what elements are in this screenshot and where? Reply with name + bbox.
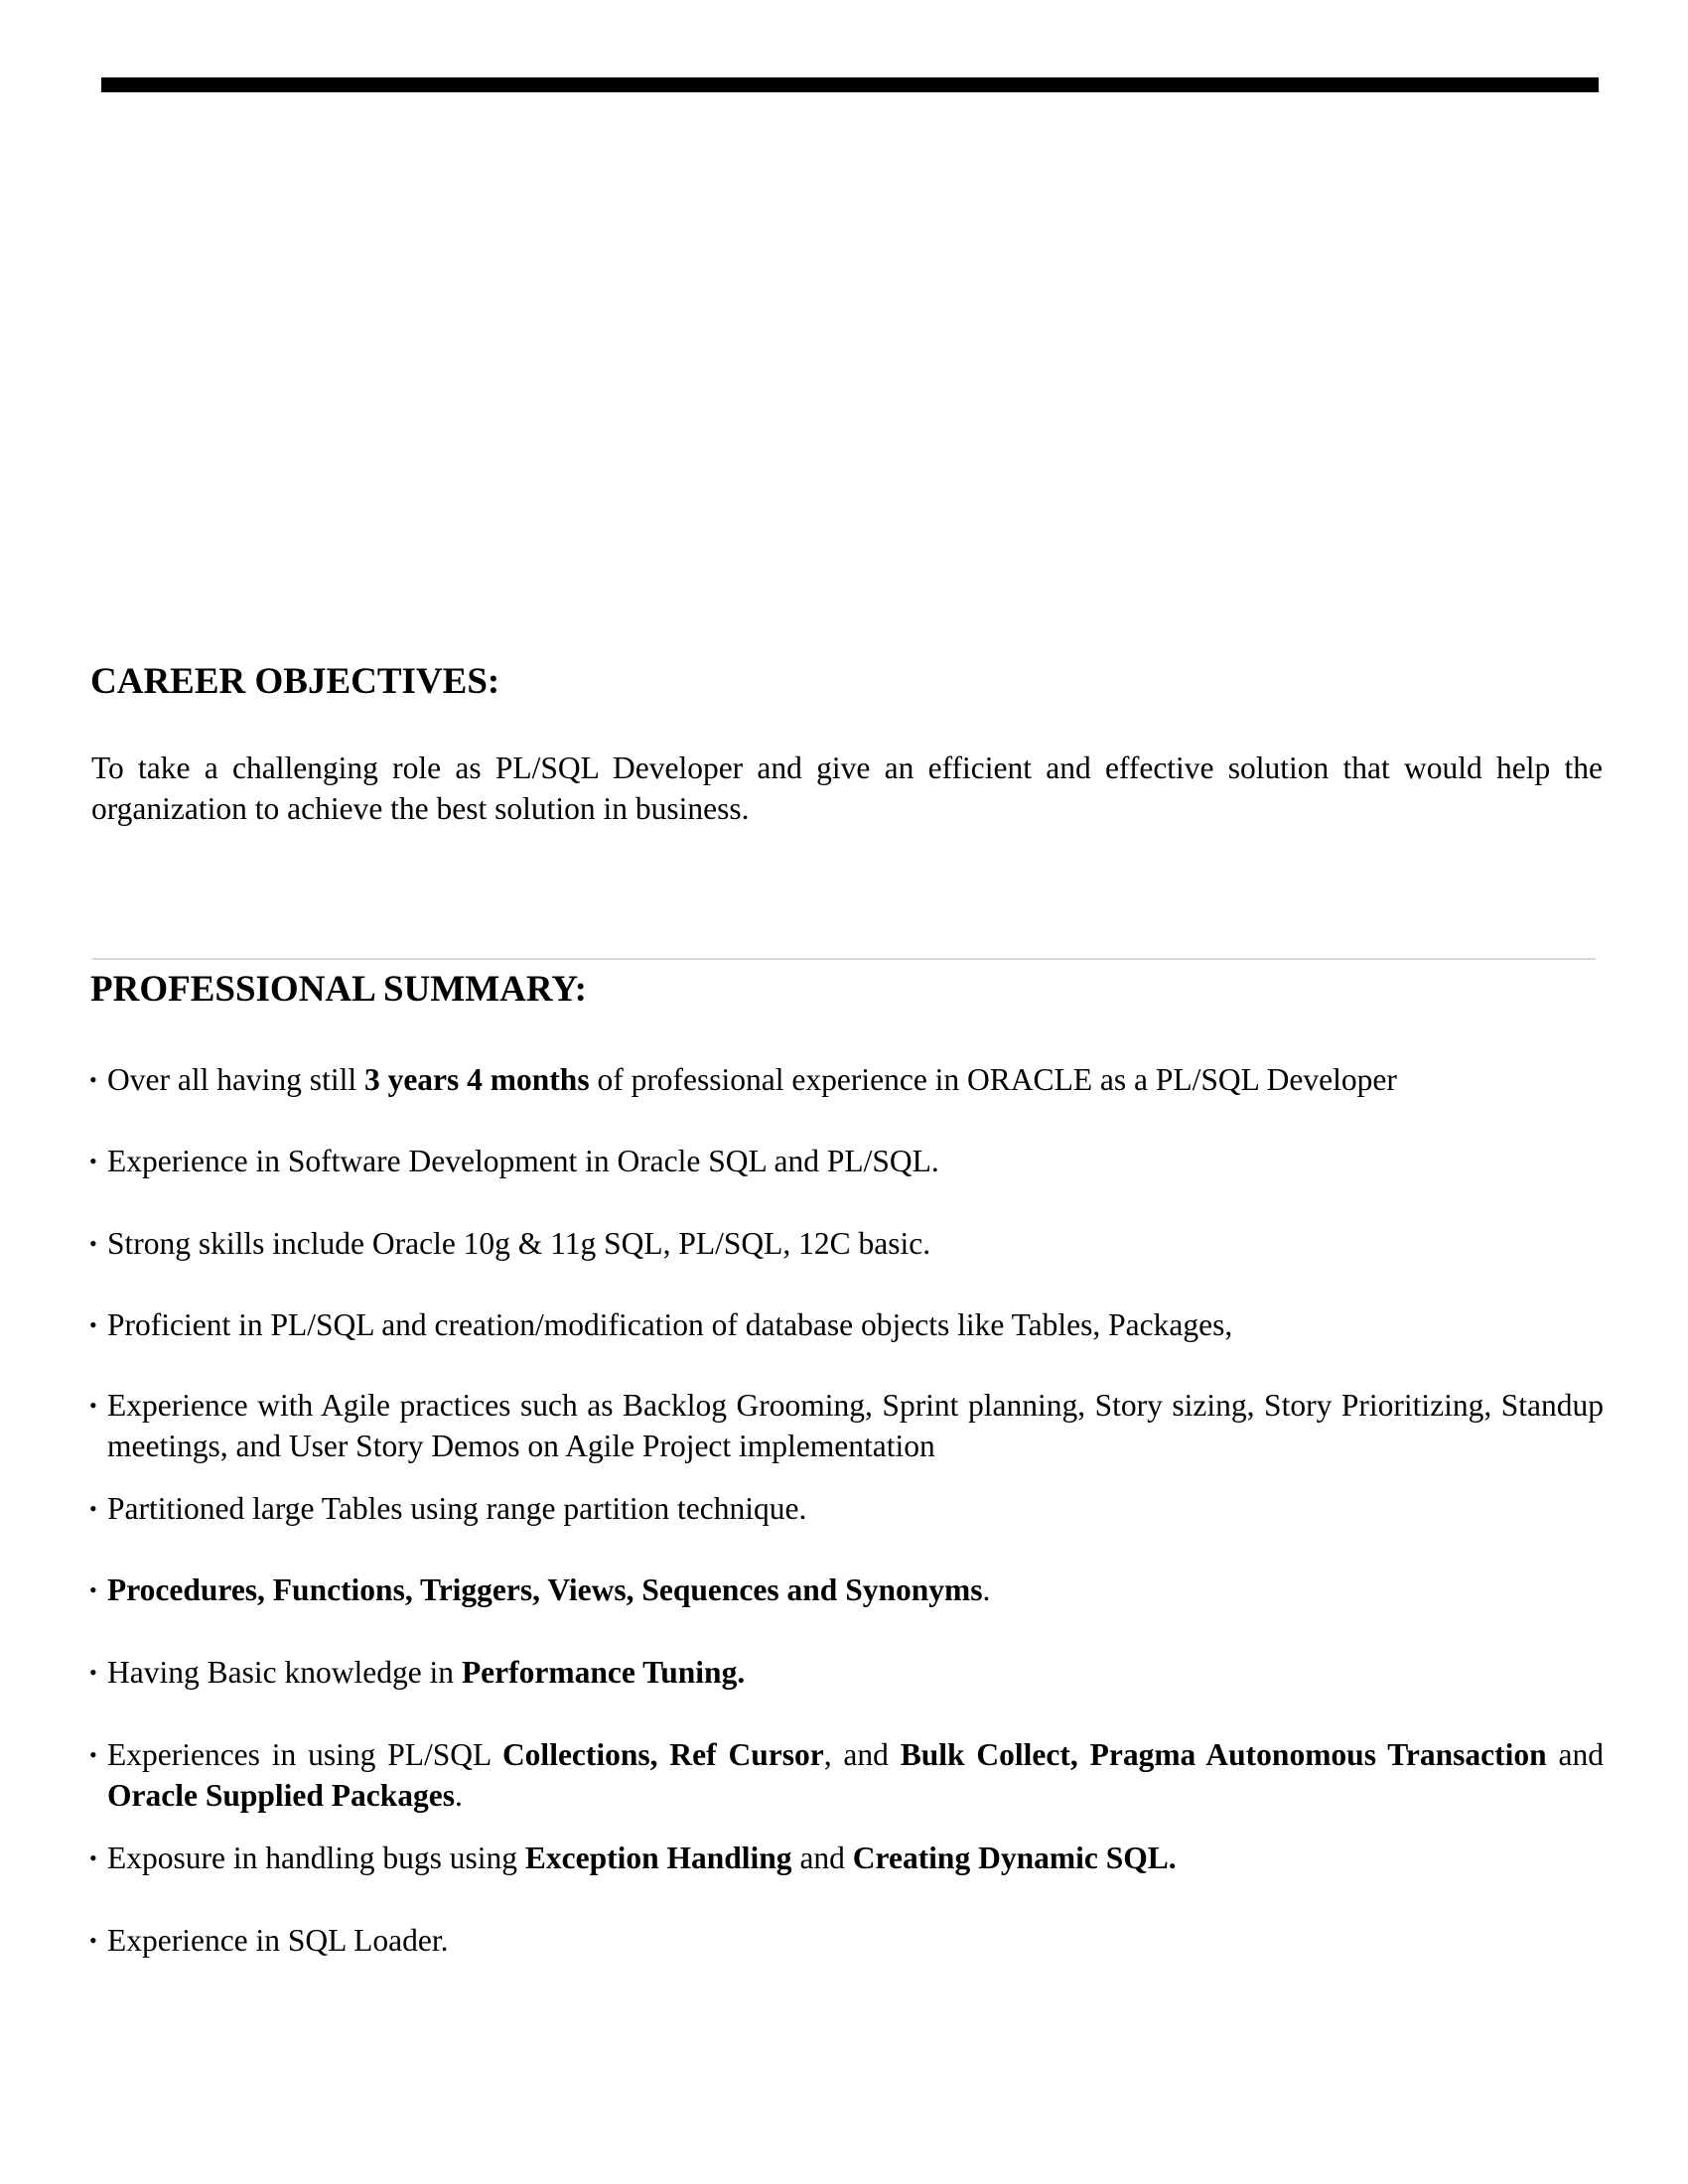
bullet-icon: • [89, 1928, 97, 1953]
text-segment: and [1546, 1737, 1605, 1772]
summary-item-text [107, 1491, 806, 1526]
bullet-icon: • [89, 1577, 97, 1602]
emphasized-text: Exception Handling [524, 1841, 792, 1875]
emphasized-text: Oracle Supplied Packages [107, 1778, 456, 1813]
text-segment: Having Basic knowledge in [107, 1655, 462, 1690]
emphasized-text: Bulk Collect, Pragma Autonomous Transaction [900, 1737, 1547, 1772]
top-header-rule [101, 77, 1599, 92]
bullet-icon: • [89, 1496, 97, 1521]
summary-item-partitioning [89, 1488, 1604, 1529]
section-divider [92, 958, 1596, 960]
emphasized-text: 3 years 4 months [363, 1062, 590, 1097]
summary-item-text [107, 1841, 1177, 1875]
text-segment: Proficient in PL/SQL and creation/modification of database objects like Tables, Packages, [107, 1307, 1233, 1342]
summary-item-text [107, 1062, 1397, 1097]
professional-summary-heading: PROFESSIONAL SUMMARY: [90, 969, 587, 1010]
text-segment: of professional experience in ORACLE as a PL/SQL Developer [589, 1062, 1397, 1097]
summary-item-text [107, 1226, 930, 1261]
summary-item-software-development [89, 1141, 1604, 1181]
summary-item-text [107, 1737, 1604, 1813]
text-segment: Experience in Software Development in Oracle SQL and PL/SQL. [107, 1144, 939, 1178]
text-segment: Exposure in handling bugs using [107, 1841, 525, 1875]
text-segment: . [455, 1778, 463, 1813]
summary-item-plsql-proficiency [89, 1304, 1604, 1345]
career-objectives-text: To take a challenging role as PL/SQL Developer and give an efficient and effective solution that would help the organization to achieve the best solution in business. [91, 751, 1603, 826]
emphasized-text: Performance Tuning. [461, 1655, 746, 1690]
bullet-icon: • [89, 1149, 97, 1173]
text-segment: Experience in SQL Loader. [107, 1923, 449, 1958]
career-objectives-heading: CAREER OBJECTIVES: [90, 661, 500, 702]
text-segment: Partitioned large Tables using range partition technique. [107, 1491, 807, 1526]
emphasized-text: Procedures, Functions, Triggers, Views, Sequences and Synonyms [107, 1572, 983, 1607]
bullet-icon: • [89, 1742, 97, 1767]
summary-item-text [107, 1388, 1604, 1463]
bullet-icon: • [89, 1231, 97, 1256]
summary-item-performance-tuning [89, 1652, 1604, 1693]
summary-item-text [107, 1144, 939, 1178]
bullet-icon: • [89, 1067, 97, 1092]
bullet-icon: • [89, 1312, 97, 1337]
text-segment: Experience with Agile practices such as Backlog Grooming, Sprint planning, Story sizing, Story Prioritizing, Standup meetings, and User Story Demos on Agile Project implementation [107, 1388, 1604, 1463]
summary-item-text [107, 1655, 745, 1690]
summary-item-sql-loader [89, 1920, 1604, 1961]
text-segment: , and [823, 1737, 901, 1772]
text-segment: Experiences in using PL/SQL [107, 1737, 502, 1772]
emphasized-text: Creating Dynamic SQL. [852, 1841, 1177, 1875]
emphasized-text: Collections, Ref Cursor [501, 1737, 824, 1772]
text-segment: and [791, 1841, 853, 1875]
text-segment: Strong skills include Oracle 10g & 11g SQL, PL/SQL, 12C basic. [107, 1226, 931, 1261]
summary-item-agile-practices [89, 1385, 1604, 1466]
bullet-icon: • [89, 1845, 97, 1870]
summary-item-collections [89, 1734, 1604, 1816]
summary-item-db-objects [89, 1570, 1604, 1610]
summary-item-text [107, 1923, 448, 1958]
summary-item-exception-handling [89, 1838, 1604, 1878]
summary-item-text [107, 1572, 990, 1607]
summary-item-strong-skills [89, 1223, 1604, 1264]
bullet-icon: • [89, 1393, 97, 1418]
summary-item-experience-duration [89, 1059, 1604, 1100]
summary-item-text [107, 1307, 1232, 1342]
text-segment: . [982, 1572, 991, 1607]
bullet-icon: • [89, 1660, 97, 1685]
text-segment: Over all having still [107, 1062, 364, 1097]
